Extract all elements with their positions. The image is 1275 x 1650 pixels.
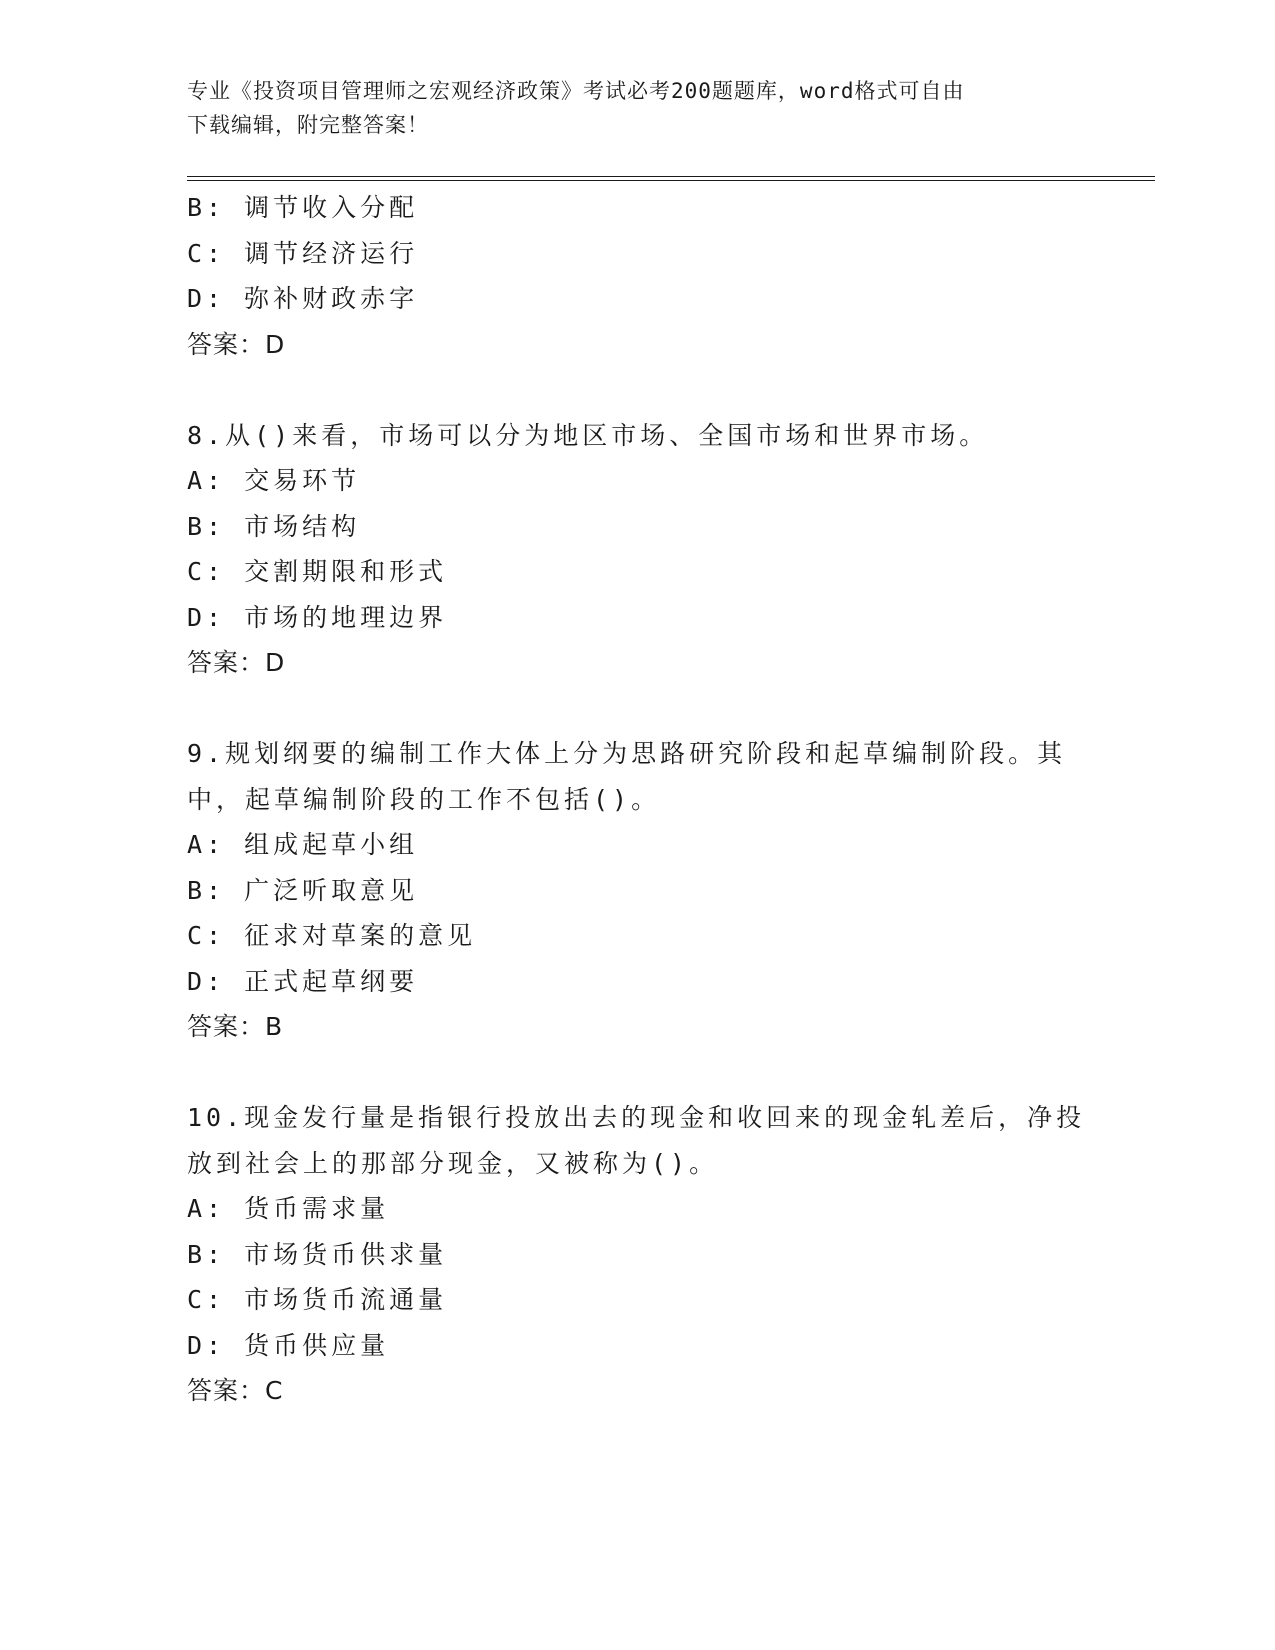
question-9 bbox=[187, 731, 1087, 1050]
header-rule-top bbox=[187, 176, 1155, 177]
option-b: B: 市场结构 bbox=[187, 511, 361, 541]
header-line-2: 下载编辑，附完整答案！ bbox=[187, 113, 429, 137]
option-a: A: 组成起草小组 bbox=[187, 830, 419, 859]
answer-label: 答案：B bbox=[187, 1012, 284, 1041]
option-b: B: 市场货币供求量 bbox=[187, 1239, 448, 1269]
question-text-line-1: 10.现金发行量是指银行投放出去的现金和收回来的现金轧差后，净投 bbox=[187, 1103, 1086, 1132]
option-c: C: 市场货币流通量 bbox=[187, 1285, 448, 1314]
option-a: A: 货币需求量 bbox=[187, 1194, 390, 1223]
spacer bbox=[187, 1050, 1087, 1096]
question-text: 8.从()来看，市场可以分为地区市场、全国市场和世界市场。 bbox=[187, 420, 989, 450]
answer-label: 答案：C bbox=[187, 1376, 284, 1405]
answer-label: 答案：D bbox=[187, 329, 286, 359]
option-d: D: 弥补财政赤字 bbox=[187, 284, 419, 313]
question-text-line-1: 9.规划纲要的编制工作大体上分为思路研究阶段和起草编制阶段。其 bbox=[187, 739, 1067, 768]
question-10 bbox=[187, 1095, 1087, 1414]
question-7 bbox=[187, 185, 1087, 367]
option-a: A: 交易环节 bbox=[187, 466, 361, 495]
header-rule-bottom bbox=[187, 180, 1155, 181]
document-header bbox=[187, 74, 1087, 142]
option-d: D: 正式起草纲要 bbox=[187, 966, 419, 996]
option-c: C: 征求对草案的意见 bbox=[187, 921, 477, 950]
spacer bbox=[187, 686, 1087, 732]
answer-label: 答案：D bbox=[187, 648, 286, 677]
question-8 bbox=[187, 413, 1087, 686]
option-b: B: 广泛听取意见 bbox=[187, 875, 419, 905]
option-c: C: 交割期限和形式 bbox=[187, 557, 448, 586]
option-c: C: 调节经济运行 bbox=[187, 238, 419, 268]
option-d: D: 市场的地理边界 bbox=[187, 602, 448, 632]
question-list bbox=[187, 185, 1087, 1414]
question-text-line-2: 中，起草编制阶段的工作不包括()。 bbox=[187, 784, 661, 814]
option-d: D: 货币供应量 bbox=[187, 1330, 390, 1360]
spacer bbox=[187, 367, 1087, 413]
question-text-line-2: 放到社会上的那部分现金，又被称为()。 bbox=[187, 1148, 719, 1178]
option-b: B: 调节收入分配 bbox=[187, 193, 419, 222]
header-line-1: 专业《投资项目管理师之宏观经济政策》考试必考200题题库，word格式可自由 bbox=[187, 79, 965, 103]
